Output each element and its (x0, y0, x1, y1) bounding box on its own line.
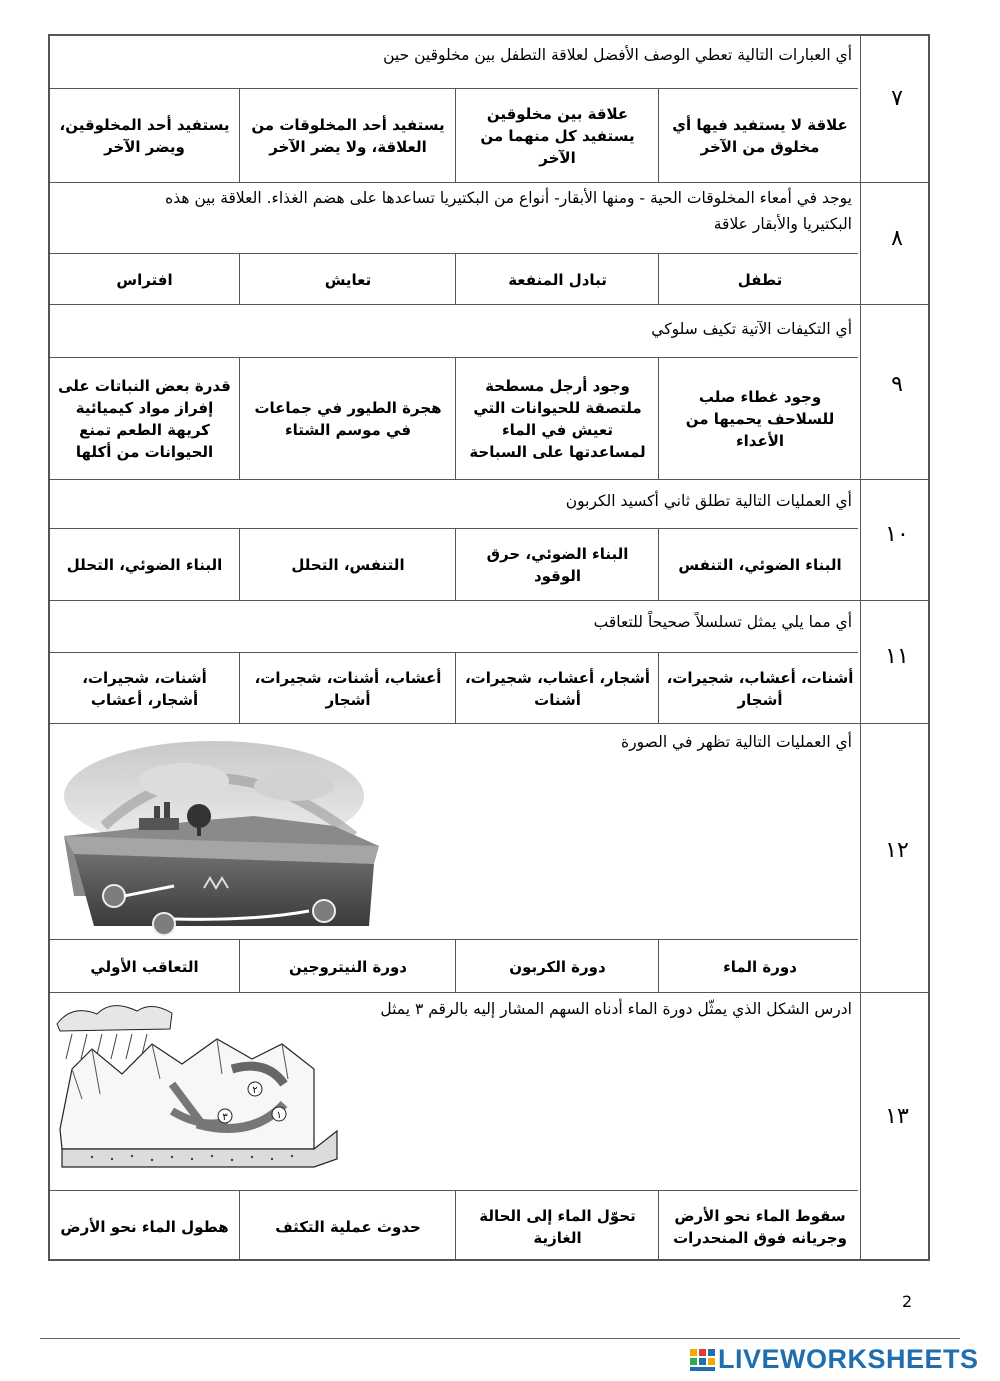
option-divider (455, 939, 456, 992)
option-a[interactable]: البناء الضوئي، التنفس (678, 556, 842, 574)
water-cycle-image (52, 999, 342, 1169)
option-divider (455, 652, 456, 723)
option-divider (239, 357, 240, 479)
option-b[interactable]: علاقة بين مخلوقين يستفيد كل منهما من الآخر (480, 105, 635, 167)
option-c[interactable]: تعايش (324, 270, 372, 289)
option-divider (455, 357, 456, 479)
carbon-cycle-image (54, 736, 384, 936)
question-number: ١١ (885, 644, 909, 669)
question-number: ٨ (891, 226, 903, 251)
option-divider (658, 253, 659, 304)
option-divider (239, 1190, 240, 1261)
options-divider (50, 1190, 858, 1191)
option-c[interactable]: أعشاب، أشنات، شجيرات، أشجار (254, 668, 442, 709)
question-number: ١٢ (885, 838, 909, 863)
option-divider (239, 652, 240, 723)
option-d[interactable]: يستفيد أحد المخلوقين، ويضر الآخر (59, 116, 230, 156)
option-d[interactable]: قدرة بعض النباتات على إفراز مواد كيميائية كريهة الطعم تمنع الحيوانات من أكلها (58, 377, 231, 461)
brand-name: LIVEWORKSHEETS (718, 1344, 979, 1374)
number-column-divider (860, 36, 861, 1259)
option-c[interactable]: دورة النيتروجين (289, 957, 407, 976)
option-a[interactable]: أشنات، أعشاب، شجيرات، أشجار (666, 668, 854, 709)
row-divider (50, 479, 928, 480)
arrow-label-2: ٢ (252, 1085, 258, 1096)
option-divider (658, 528, 659, 600)
question-text: أي العمليات التالية تظهر في الصورة (621, 733, 852, 751)
question-text: يوجد في أمعاء المخلوقات الحية - ومنها الأبقار- أنواع من البكتيريا تساعدها على هضم الغذاء. العلاقة بين هذه البكتيريا والأبقار علاقة (165, 189, 852, 233)
page-number: 2 (902, 1292, 913, 1311)
row-divider (50, 992, 928, 993)
option-divider (658, 652, 659, 723)
footer-divider (40, 1338, 960, 1339)
question-text: أي مما يلي يمثل تسلسلاً صحيحاً للتعاقب (593, 613, 852, 631)
option-divider (239, 939, 240, 992)
option-divider (455, 528, 456, 600)
question-text: أي العمليات التالية تطلق ثاني أكسيد الكربون (565, 492, 852, 510)
option-b[interactable]: تبادل المنفعة (508, 270, 607, 289)
option-b[interactable]: دورة الكربون (509, 957, 606, 976)
row-divider (50, 182, 928, 183)
liveworksheets-logo-icon (690, 1347, 718, 1373)
option-b[interactable]: وجود أرجل مسطحة ملتصقة للحيوانات التي تعيش في الماء لمساعدتها على السباحة (469, 377, 646, 461)
question-number: ٧ (891, 86, 903, 111)
option-a[interactable]: وجود غطاء صلب للسلاحف يحميها من الأعداء (685, 388, 835, 450)
question-number: ١٣ (885, 1104, 909, 1129)
row-divider (50, 723, 928, 724)
option-c[interactable]: يستفيد أحد المخلوقات من العلاقة، ولا يضر الآخر (251, 116, 445, 156)
option-a[interactable]: دورة الماء (723, 957, 797, 976)
question-text: أي العبارات التالية تعطي الوصف الأفضل لعلاقة التطفل بين مخلوقين حين (383, 46, 852, 64)
option-d[interactable]: هطول الماء نحو الأرض (60, 1217, 229, 1236)
option-d[interactable]: التعاقب الأولي (90, 957, 199, 976)
option-divider (455, 88, 456, 182)
question-text: ادرس الشكل الذي يمثّل دورة الماء أدناه السهم المشار إليه بالرقم ٣ يمثل (380, 1000, 852, 1018)
question-number: ٩ (891, 372, 903, 397)
option-divider (455, 253, 456, 304)
options-divider (50, 652, 858, 653)
options-divider (50, 88, 858, 89)
option-b[interactable]: البناء الضوئي، حرق الوقود (486, 545, 629, 585)
option-divider (658, 357, 659, 479)
option-c[interactable]: التنفس، التحلل (291, 556, 405, 574)
worksheet-table (48, 34, 930, 1261)
question-number: ١٠ (885, 522, 909, 547)
option-divider (239, 253, 240, 304)
options-divider (50, 253, 858, 254)
options-divider (50, 939, 858, 940)
option-c[interactable]: حدوث عملية التكثف (275, 1217, 421, 1236)
options-divider (50, 357, 858, 358)
row-divider (50, 304, 928, 305)
option-b[interactable]: تحوّل الماء إلى الحالة الغازية (479, 1206, 636, 1247)
option-b[interactable]: أشجار، أعشاب، شجيرات، أشنات (464, 668, 651, 709)
option-a[interactable]: تطفل (737, 270, 783, 289)
option-d[interactable]: افتراس (116, 270, 173, 289)
option-divider (239, 88, 240, 182)
option-divider (658, 939, 659, 992)
option-divider (455, 1190, 456, 1261)
arrow-label-3: ٣ (222, 1112, 228, 1123)
option-divider (658, 1190, 659, 1261)
option-c[interactable]: هجرة الطيور في جماعات في موسم الشتاء (254, 399, 442, 439)
question-text: أي التكيفات الآتية تكيف سلوكي (651, 320, 852, 338)
row-divider (50, 600, 928, 601)
option-d[interactable]: أشنات، شجيرات، أشجار، أعشاب (82, 668, 207, 709)
arrow-label-1: ١ (276, 1110, 282, 1121)
option-a[interactable]: علاقة لا يستفيد فيها أي مخلوق من الآخر (672, 116, 848, 156)
option-a[interactable]: سقوط الماء نحو الأرض وجريانه فوق المنحدرات (673, 1206, 847, 1247)
option-divider (239, 528, 240, 600)
options-divider (50, 528, 858, 529)
liveworksheets-logo[interactable] (690, 1344, 979, 1375)
option-divider (658, 88, 659, 182)
option-d[interactable]: البناء الضوئي، التحلل (66, 556, 223, 574)
